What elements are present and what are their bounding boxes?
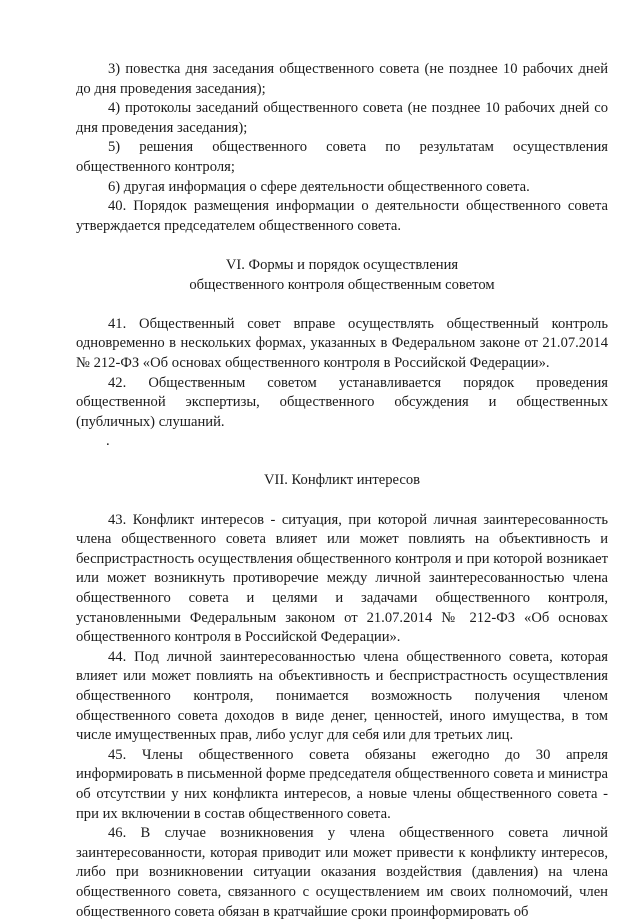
- section-6-title-line-2: общественного контроля общественным советом: [189, 276, 495, 293]
- list-item-3: 3) повестка дня заседания общественного совета (не позднее 10 рабочих дней до дня проведения заседания);: [76, 61, 608, 97]
- section-6-title-line-1: VI. Формы и порядок осуществления: [225, 256, 459, 273]
- paragraph-41: 41. Общественный совет вправе осуществлять общественный контроль одновременно в нескольких формах, указанных в Федеральном законе от 21.07.2014 № 212-ФЗ «Об основах общественного контроля в Российской Федерации».: [76, 315, 608, 371]
- stray-mark: .: [106, 433, 110, 450]
- paragraph-45: 45. Члены общественного совета обязаны ежегодно до 30 апреля информировать в письменной форме председателя общественного совета и министра об отсутствии у них конфликта интересов, а новые члены общественного совета - при их включении в состав общественного совета.: [76, 746, 609, 822]
- paragraph-40: 40. Порядок размещения информации о деятельности общественного совета утверждается председателем общественного совета.: [76, 198, 608, 234]
- paragraph-46: 46. В случае возникновения у члена общественного совета личной заинтересованности, которая приводит или может привести к конфликту интересов, либо при возникновении ситуации оказания воздействия (давления) на члена общественного совета, связанного с осуществлением им своих полномочий, член общественного совета обязан в кратчайшие сроки проинформировать об: [76, 825, 608, 920]
- section-7-title: VII. Конфликт интересов: [263, 472, 421, 489]
- list-item-6: 6) другая информация о сфере деятельности общественного совета.: [108, 178, 530, 195]
- paragraph-43: 43. Конфликт интересов - ситуация, при которой личная заинтересованность члена общественного совета влияет или может повлиять на объективность и беспристрастность осуществления общественного контроля и при которой возникает или может возникнуть противоречие между личной заинтересованностью члена общественного совета и целями и задачами общественного контроля, установленными Федеральным законом от 21.07.2014 № 212-ФЗ «Об основах общественного контроля в Российской Федерации».: [76, 511, 608, 646]
- paragraph-44: 44. Под личной заинтересованностью члена общественного совета, которая влияет или может повлиять на объективность и беспристрастность осуществления общественного контроля, понимается возможность получения членом общественного совета доходов в виде денег, ценностей, иного имущества, в том числе имущественных прав, либо услуг для себя или для третьих лиц.: [76, 648, 608, 744]
- list-item-5: 5) решения общественного совета по результатам осуществления общественного контроля;: [76, 139, 608, 175]
- list-item-4: 4) протоколы заседаний общественного совета (не позднее 10 рабочих дней со дня проведения заседания);: [76, 100, 608, 136]
- paragraph-42: 42. Общественным советом устанавливается порядок проведения общественной экспертизы, общественного обсуждения и общественных (публичных) слушаний.: [76, 374, 608, 430]
